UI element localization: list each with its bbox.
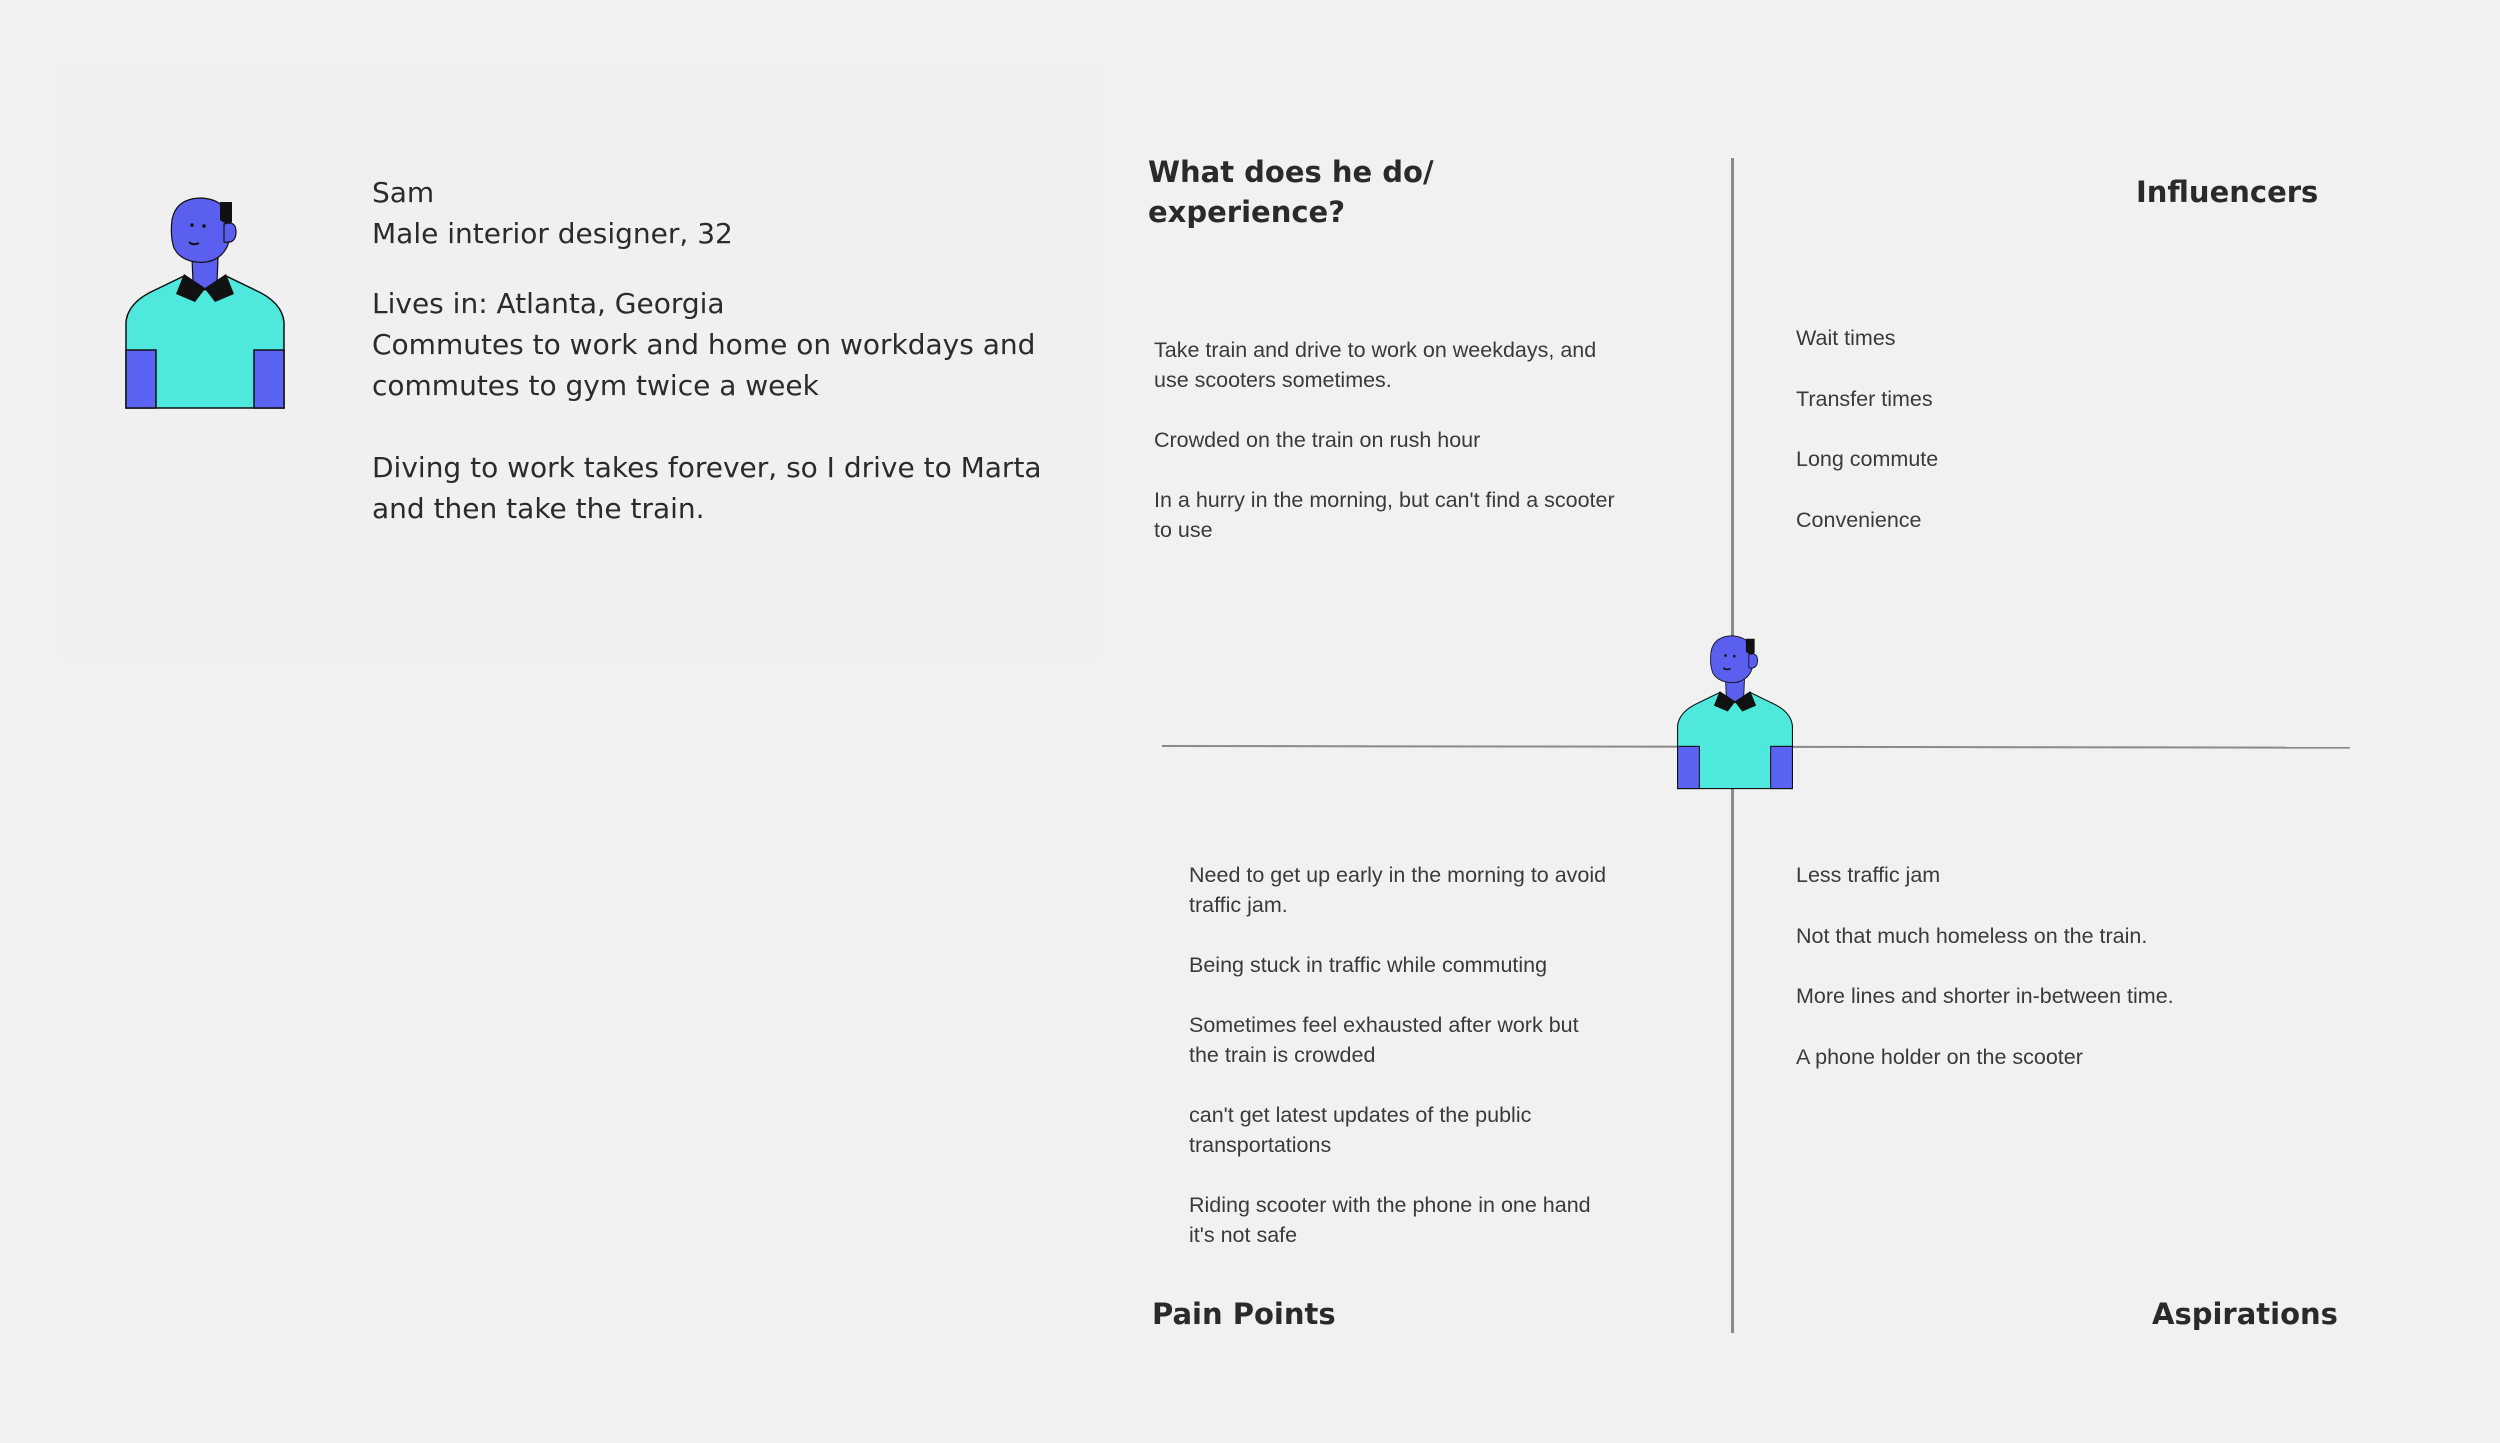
persona-commute: Commutes to work and home on workdays and commutes to gym twice a week	[372, 328, 1036, 402]
persona-avatar	[120, 190, 290, 410]
avatar-hair	[220, 202, 232, 224]
quadrant-heading-influencers: Influencers	[2136, 175, 2319, 209]
persona-quote: Diving to work takes forever, so I drive to Marta and then take the train.	[372, 451, 1042, 525]
quadrant-heading-do-experience: What does he do/ experience?	[1148, 155, 1434, 229]
avatar-ear	[224, 223, 236, 242]
influencers-list	[1796, 323, 2196, 565]
pain-point-item: Being stuck in traffic while commuting	[1189, 953, 1548, 977]
pain-point-item: can't get latest updates of the public transportations	[1189, 1103, 1532, 1157]
influencer-item: Wait times	[1796, 326, 1896, 350]
quadrant-heading-aspirations: Aspirations	[2152, 1297, 2338, 1331]
aspiration-item: Less traffic jam	[1796, 863, 1941, 887]
quadrant-heading-pain-points: Pain Points	[1152, 1297, 1336, 1331]
pain-point-item: Need to get up early in the morning to avoid traffic jam.	[1189, 863, 1607, 917]
aspiration-item: More lines and shorter in-between time.	[1796, 984, 2174, 1008]
avatar-eye-right	[202, 224, 206, 228]
influencer-item: Convenience	[1796, 507, 1922, 532]
do-experience-list	[1154, 335, 1624, 575]
aspirations-list	[1796, 860, 2316, 1102]
persona-name: Sam	[372, 176, 435, 209]
do-experience-item: In a hurry in the morning, but can't find a scooter to use	[1154, 488, 1615, 542]
avatar-sleeve-left	[126, 350, 156, 408]
persona-role: Male interior designer, 32	[372, 217, 733, 250]
influencer-item: Long commute	[1796, 447, 1939, 471]
pain-point-item: Sometimes feel exhausted after work but the train is crowded	[1189, 1013, 1579, 1067]
do-experience-item: Take train and drive to work on weekdays, and use scooters sometimes.	[1154, 338, 1597, 392]
pain-point-item: Riding scooter with the phone in one hand it's not safe	[1189, 1193, 1591, 1247]
pain-points-list	[1189, 860, 1609, 1280]
center-persona-avatar	[1670, 630, 1800, 790]
avatar-eye-left	[190, 223, 194, 227]
aspiration-item: Not that much homeless on the train.	[1796, 923, 2148, 948]
influencer-item: Transfer times	[1796, 386, 1933, 411]
do-experience-item: Crowded on the train on rush hour	[1154, 428, 1481, 452]
persona-location: Lives in: Atlanta, Georgia	[372, 287, 725, 320]
avatar-sleeve-right	[254, 350, 284, 408]
aspiration-item: A phone holder on the scooter	[1796, 1044, 2083, 1069]
